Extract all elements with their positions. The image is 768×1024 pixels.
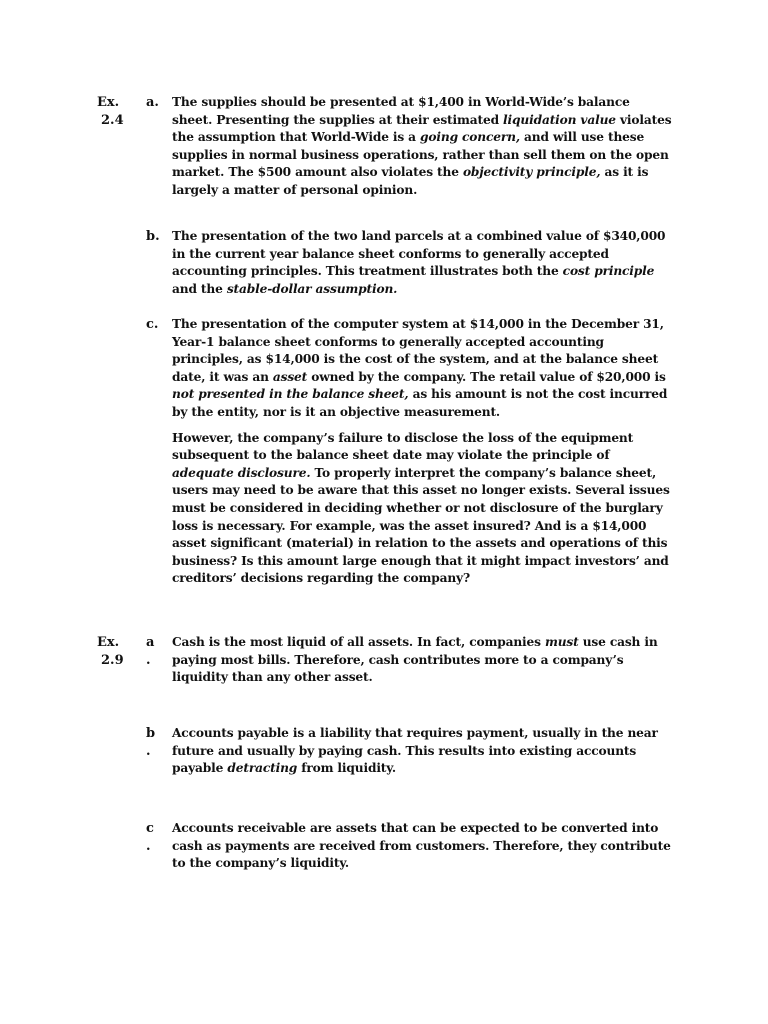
paragraph [172, 94, 672, 200]
text-run: owned by the company. The retail value of $20,000 is [307, 369, 666, 384]
text-run: from liquidity. [297, 761, 396, 776]
item-text [172, 228, 672, 298]
text-run: Accounts payable is a liability that requires payment, usually in the near future and usually by paying cash. This results into existing accounts payable [172, 726, 658, 776]
emphasis-term: cost principle [562, 264, 655, 279]
exercise-label-number: 2.4 [101, 113, 124, 128]
item-marker-letter: b [146, 726, 156, 741]
item-marker [146, 725, 166, 761]
exercise-label-number: 2.9 [101, 653, 124, 668]
emphasis-term: going concern, [420, 130, 520, 145]
item-text [172, 820, 672, 873]
item-marker [146, 820, 166, 856]
text-run: and the [172, 281, 227, 296]
text-run: The presentation of the two land parcels at a combined value of $340,000 in the current year balance sheet conforms to generally accepted accounting principles. This treatment illustrates both the [172, 229, 666, 279]
paragraph [172, 634, 672, 687]
exercise-label [97, 94, 137, 130]
paragraph [172, 228, 672, 298]
paragraph [172, 725, 672, 778]
text-run: and will use these supplies in normal business operations, rather than sell them on the open market. The $500 amount also violates the [172, 130, 669, 180]
text-run: as it is largely a matter of personal opinion. [172, 165, 649, 197]
text-run: Cash is the most liquid of all assets. In fact, companies [172, 635, 545, 649]
emphasis-term: not presented in the balance sheet, [172, 387, 409, 402]
text-run: The supplies should be presented at $1,400 in World-Wide’s balance sheet. Presenting the supplies at their estimated [172, 95, 630, 127]
emphasis-term: liquidation value [503, 112, 616, 127]
item-marker-dot: . [146, 839, 151, 854]
emphasis-term: adequate disclosure. [172, 465, 311, 480]
item-marker: a. [146, 95, 159, 110]
item-marker [146, 634, 166, 670]
item-marker: c. [146, 317, 159, 332]
text-run: as his amount is not the cost incurred by the entity, nor is it an objective measurement. [172, 387, 668, 419]
item-text [172, 634, 672, 687]
item-marker-letter: a [146, 635, 155, 650]
paragraph [172, 316, 672, 422]
item-marker-letter: c [146, 821, 154, 836]
emphasis-term: asset [272, 369, 308, 384]
item-marker: b. [146, 229, 160, 244]
exercise-label-prefix: Ex. [97, 635, 120, 650]
emphasis-term: detracting [227, 761, 298, 776]
emphasis-term: objectivity principle, [462, 165, 601, 180]
item-text [172, 725, 672, 778]
text-run: The presentation of the computer system at $14,000 in the December 31, Year-1 balance sheet conforms to generally accepted accounting principles, as $14,000 is the cost of the system, and at the balance sheet date, it was an [172, 317, 664, 384]
text-run: Accounts receivable are assets that can be expected to be converted into cash as payments are received from customers. Therefore, they contribute to the company’s liquidity. [172, 821, 671, 871]
text-run: To properly interpret the company’s balance sheet, users may need to be aware that this asset no longer exists. Several issues must be considered in deciding whether or not disclosure of the burglary loss is necessary. For example, was the asset insured? And is a $14,000 asset significant (material) in relation to the assets and operations of this business? Is this amount large enough that it might impact investors’ and creditors’ decisions regarding the company? [172, 465, 670, 586]
item-text [172, 316, 672, 588]
paragraph [172, 430, 672, 588]
item-marker-dot: . [146, 653, 151, 668]
paragraph [172, 820, 672, 873]
emphasis-term: stable-dollar assumption. [226, 281, 398, 296]
emphasis-term: must [544, 635, 579, 649]
exercise-label [97, 634, 137, 670]
text-run: violates the assumption that World-Wide is a [172, 112, 672, 145]
text-run: use cash in paying most bills. Therefore, cash contributes more to a company’s liquidity than any other asset. [172, 635, 658, 685]
item-marker-dot: . [146, 744, 151, 759]
text-run: However, the company’s failure to disclose the loss of the equipment subsequent to the balance sheet date may violate the principle of [172, 430, 634, 463]
exercise-label-prefix: Ex. [97, 95, 120, 110]
item-text [172, 94, 672, 200]
